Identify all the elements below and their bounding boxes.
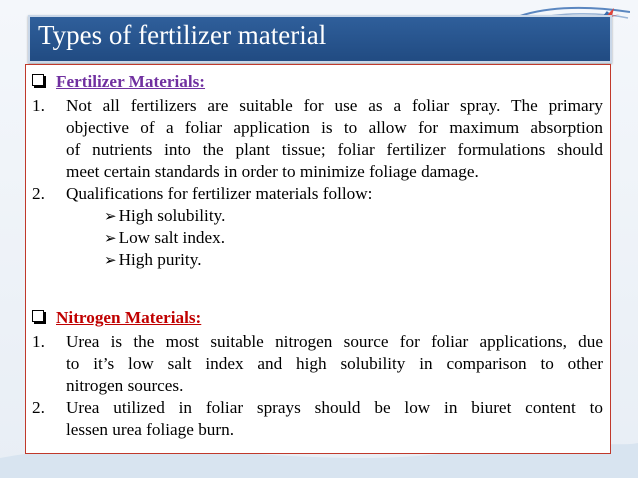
section2-item2-line1: Urea utilized in foliar sprays should be low in biuret content to [66, 398, 603, 417]
section1-item1-line2: objective of a foliar application is to allow for maximum absorption [66, 118, 603, 137]
section2-item2-line2: lessen urea foliage burn. [66, 420, 234, 439]
arrow-bullet-icon: ➢ [104, 253, 117, 269]
subitem-row [104, 227, 225, 250]
section1-item2-number: 2. [32, 184, 45, 203]
content-box [25, 64, 611, 454]
section1-item1-number: 1. [32, 96, 45, 115]
checkbox-bullet-icon [32, 74, 44, 86]
subitem-label: Low salt index. [118, 228, 226, 247]
section2-heading: Nitrogen Materials: [56, 308, 202, 327]
title-bar [28, 15, 612, 63]
slide-title: Types of fertilizer material [38, 20, 327, 50]
subitem-row [104, 249, 202, 272]
section1-heading: Fertilizer Materials: [56, 72, 206, 91]
section1-item1-line1: Not all fertilizers are suitable for use as a foliar spray. The primary [66, 96, 603, 115]
section1-heading-row [32, 71, 205, 93]
section2-item2-number: 2. [32, 398, 45, 417]
arrow-bullet-icon: ➢ [104, 209, 117, 225]
section1-item1-line3: of nutrients into the plant tissue; foliar fertilizer formulations should [66, 140, 603, 159]
section2-item1-line2: to it’s low salt index and high solubility in comparison to other [66, 354, 603, 373]
section1-item2-line1: Qualifications for fertilizer materials follow: [66, 184, 373, 203]
section2-item1-line1: Urea is the most suitable nitrogen source for foliar applications, due [66, 332, 603, 351]
arrow-bullet-icon: ➢ [104, 231, 117, 247]
section2-item1-number: 1. [32, 332, 45, 351]
section2-heading-row [32, 307, 201, 329]
section2-item1-line3: nitrogen sources. [66, 376, 184, 395]
checkbox-bullet-icon [32, 310, 44, 322]
subitem-row [104, 205, 225, 228]
subitem-label: High purity. [118, 250, 202, 269]
subitem-label: High solubility. [118, 206, 226, 225]
section1-item1-line4: meet certain standards in order to minimize foliage damage. [66, 162, 479, 181]
